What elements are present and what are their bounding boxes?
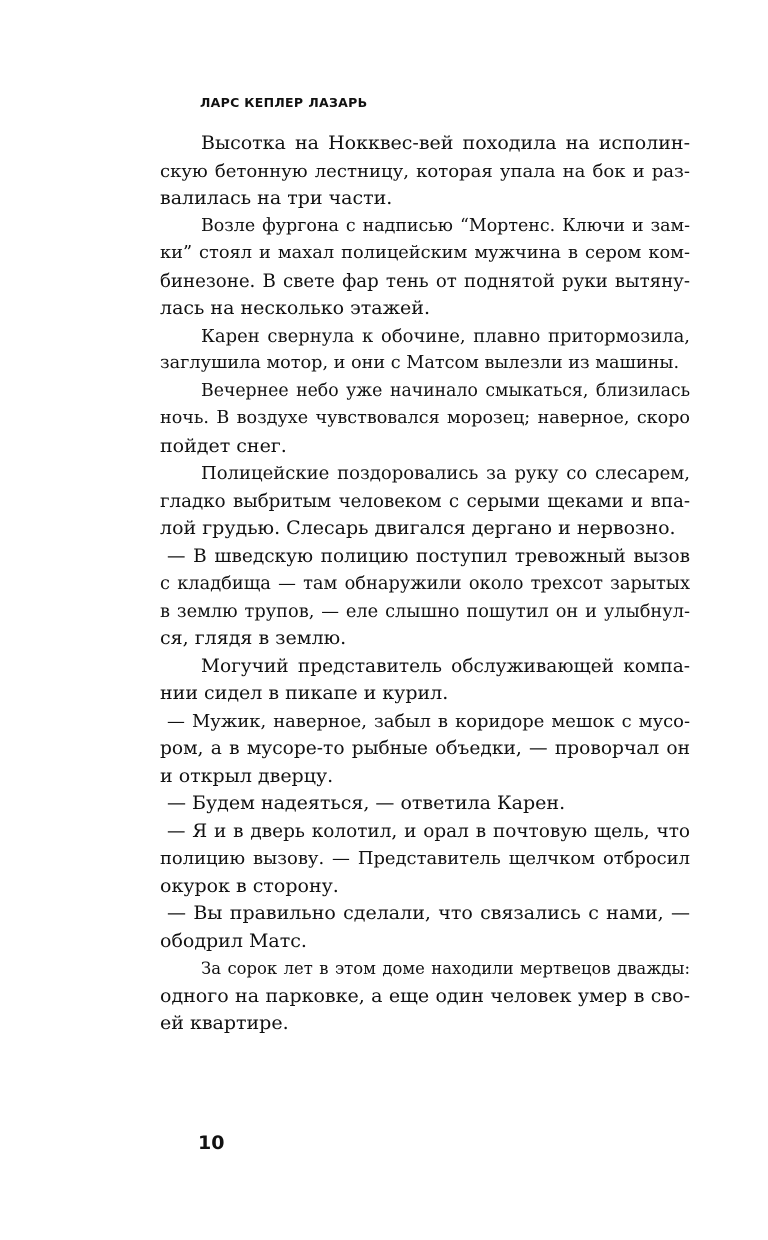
text-line: Возле фургона с надписью “Мортенс. Ключи и зам- bbox=[201, 215, 690, 236]
text-line: ки” стоял и махал полицейским мужчина в сером ком- bbox=[160, 243, 690, 263]
text-line: Высотка на Нокквес-вей походила на исполин- bbox=[201, 132, 690, 154]
text-line: нии сидел в пикапе и курил. bbox=[160, 682, 449, 704]
text-line: ром, а в мусоре-то рыбные объедки, — проворчал он bbox=[160, 738, 690, 759]
text-line: — Будем надеяться, — ответила Карен. bbox=[167, 792, 566, 814]
text-line: скую бетонную лестницу, которая упала на бок и раз- bbox=[160, 160, 690, 182]
text-line: — Мужик, наверное, забыл в коридоре мешок с мусо- bbox=[167, 710, 690, 732]
text-line: Вечернее небо уже начинало смыкаться, близилась bbox=[201, 380, 690, 401]
body-text bbox=[160, 130, 690, 1038]
text-line: — Вы правильно сделали, что связались с нами, — bbox=[167, 902, 690, 924]
text-line: пойдет снег. bbox=[160, 434, 287, 457]
text-line: ей квартире. bbox=[160, 1012, 289, 1034]
text-line: в землю трупов, — еле слышно пошутил он и улыбнул- bbox=[160, 600, 690, 622]
text-line: с кладбища — там обнаружили около трехсот зарытых bbox=[160, 573, 690, 594]
text-line: и открыл дверцу. bbox=[160, 764, 334, 787]
text-line: бинезоне. В свете фар тень от поднятой руки вытяну- bbox=[160, 270, 690, 292]
text-line: ночь. В воздухе чувствовался морозец; наверное, скоро bbox=[160, 408, 690, 428]
text-line: лась на несколько этажей. bbox=[160, 297, 430, 319]
text-line: — Я и в дверь колотил, и орал в почтовую щель, что bbox=[167, 820, 690, 842]
running-head bbox=[200, 95, 367, 110]
running-head-title: ЛАЗАРЬ bbox=[308, 95, 368, 110]
text-line: заглушила мотор, и они с Матсом вылезли из машины. bbox=[160, 353, 680, 373]
text-line: ся, глядя в землю. bbox=[160, 627, 347, 649]
text-line: лой грудью. Слесарь двигался дергано и нервозно. bbox=[160, 517, 676, 539]
text-line: гладко выбритым человеком с серыми щеками и впа- bbox=[160, 490, 690, 512]
text-line: Карен свернула к обочине, плавно притормозила, bbox=[201, 325, 690, 347]
text-line: окурок в сторону. bbox=[160, 874, 339, 897]
text-line: ободрил Матс. bbox=[160, 929, 307, 952]
page-number: 10 bbox=[198, 1132, 225, 1154]
text-line: Полицейские поздоровались за руку со слесарем, bbox=[201, 463, 690, 484]
text-line: одного на парковке, а еще один человек умер в сво- bbox=[160, 984, 690, 1007]
text-line: За сорок лет в этом доме находили мертвецов дважды: bbox=[201, 959, 690, 978]
text-line: Могучий представитель обслуживающей компа- bbox=[201, 655, 690, 677]
text-line: полицию вызову. — Представитель щелчком отбросил bbox=[160, 848, 690, 869]
text-line: валилась на три части. bbox=[160, 187, 393, 209]
text-line: — В шведскую полицию поступил тревожный вызов bbox=[167, 545, 690, 567]
running-head-author: ЛАРС КЕПЛЕР bbox=[200, 95, 304, 110]
